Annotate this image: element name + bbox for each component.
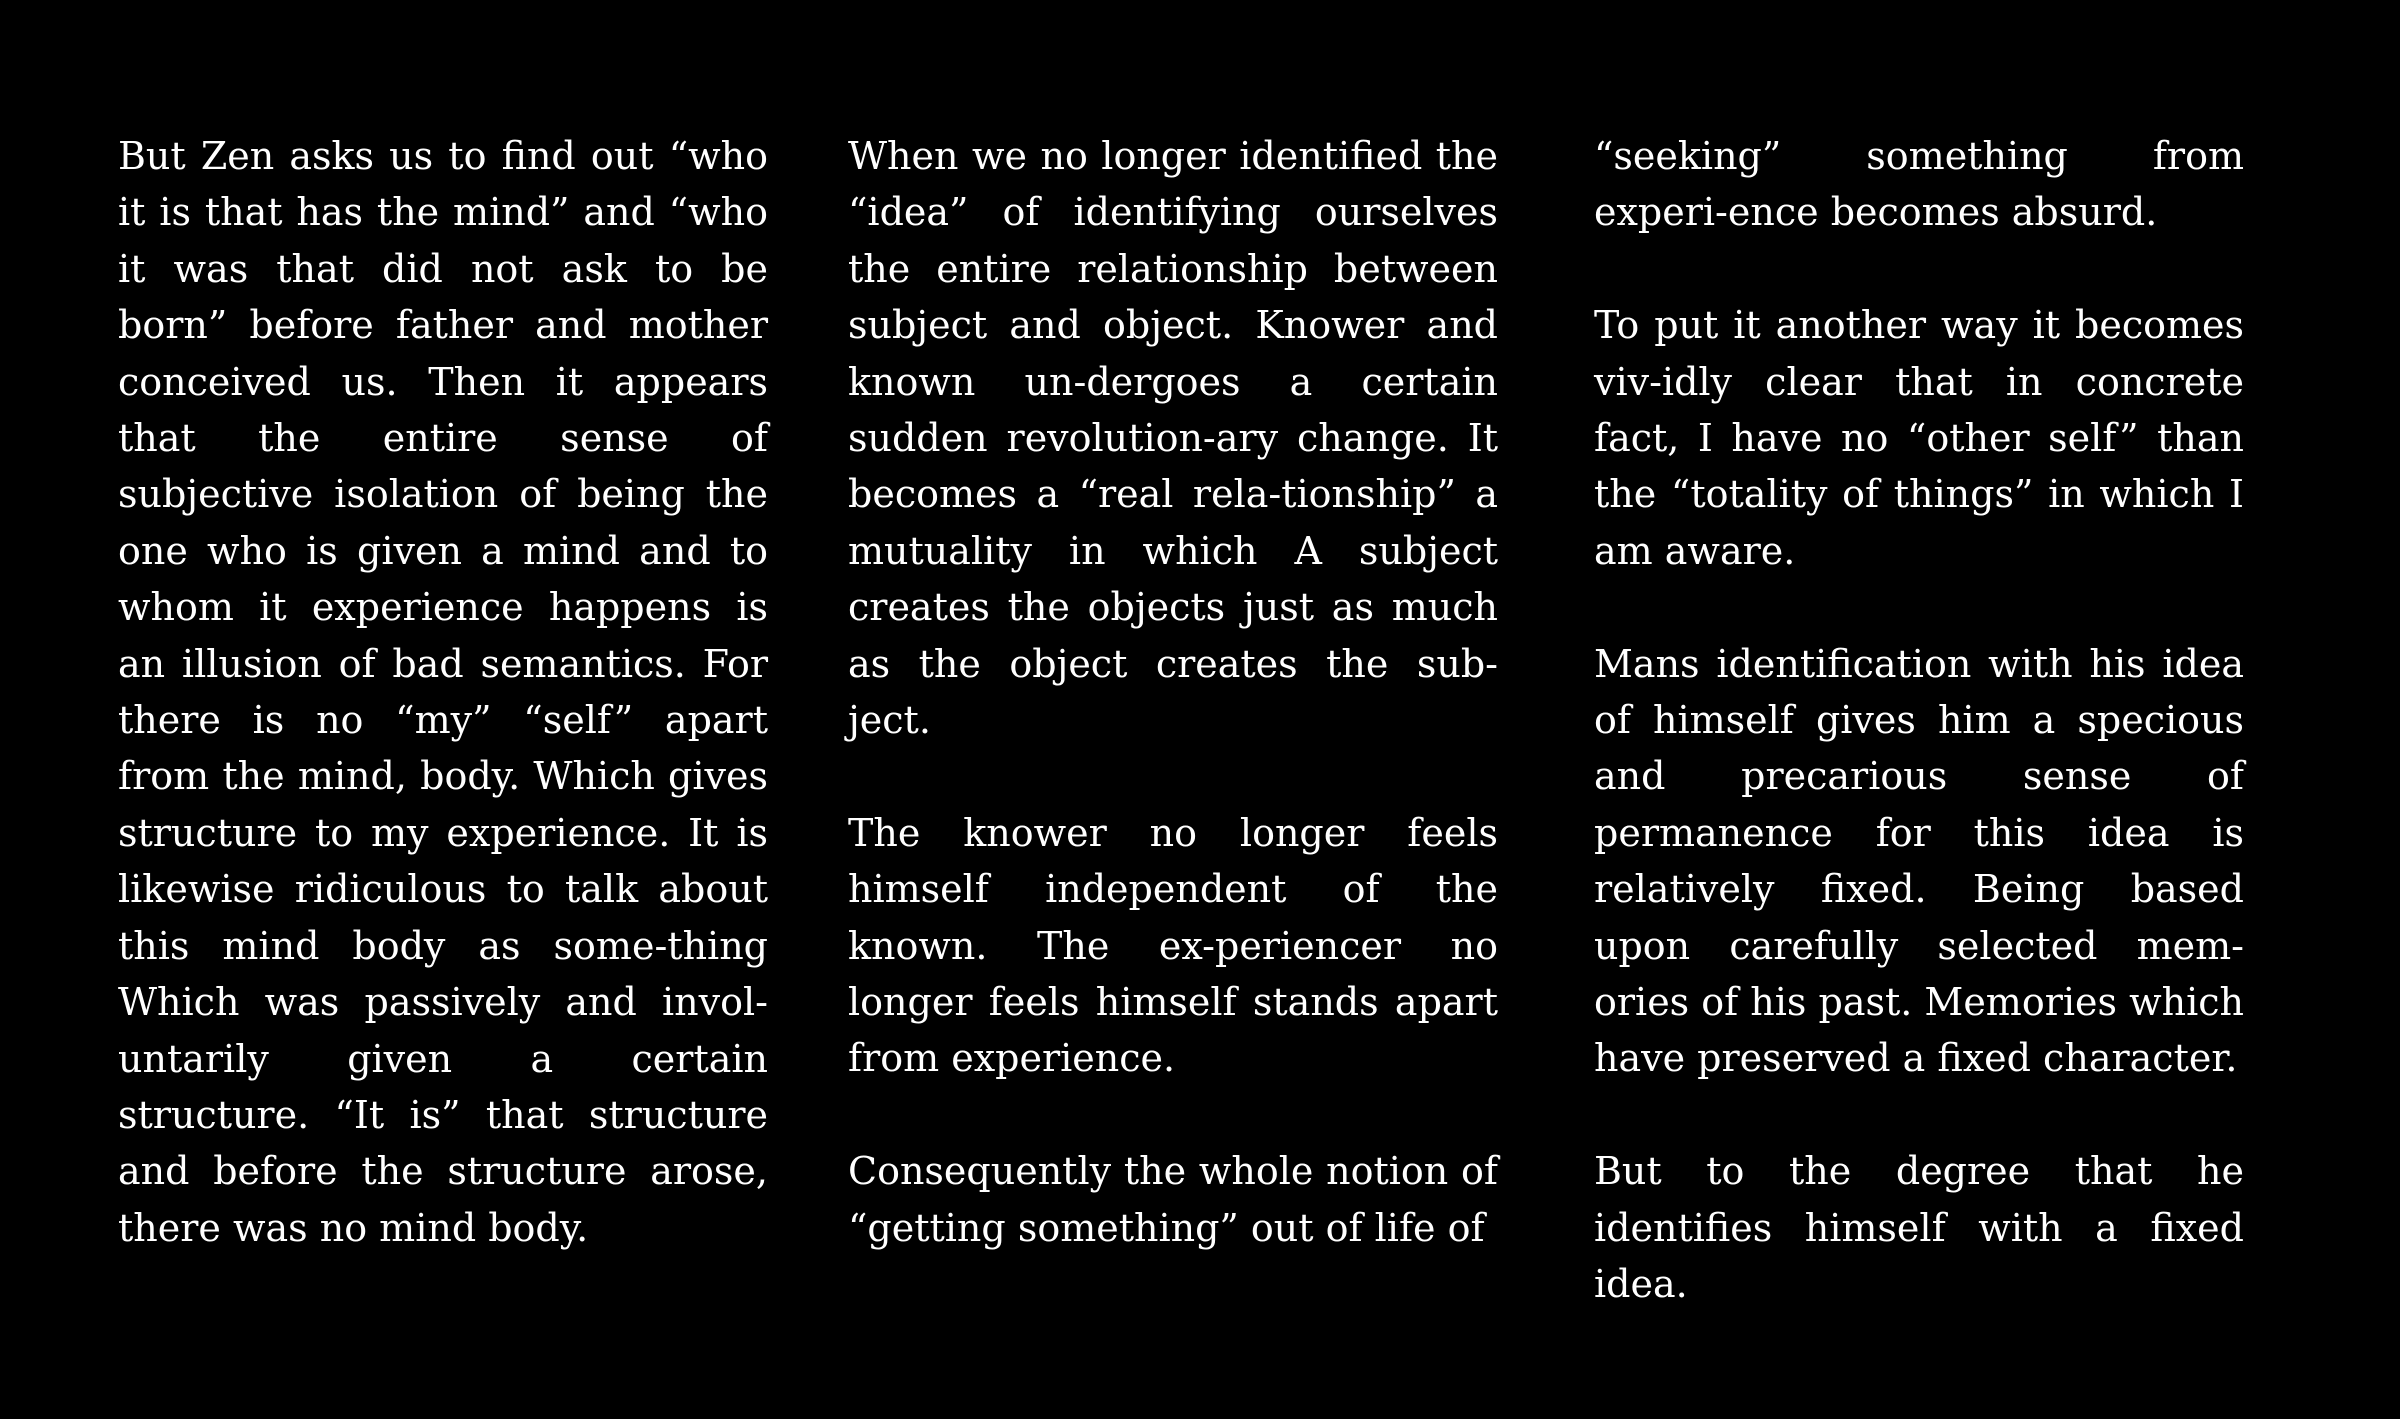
paragraph: To put it another way it becomes viv-idly clear that in concrete fact, I have no “other self” than the “totality of things” in which I am aware.	[1594, 303, 2244, 573]
paragraph: Mans identification with his idea of himself gives him a specious and precarious sense of permanence for this idea is relatively fixed. Being based upon carefully selected mem-ories of his past. Memories which have preserved a fixed character.	[1594, 641, 2245, 1081]
paragraph: The knower no longer feels himself independent of the known. The ex-periencer no longer feels himself stands apart from experience.	[848, 810, 1498, 1081]
paragraph: “seeking” something from experi-ence becomes absurd.	[1594, 134, 2244, 235]
text-column-2	[848, 128, 1498, 1256]
paragraph: Consequently the whole notion of “getting something” out of life of	[848, 1149, 1498, 1250]
text-column-3	[1594, 128, 2244, 1312]
paragraph: But Zen asks us to find out “who it is that has the mind” and “who it was that did not ask to be born” before father and mother conceived us. Then it appears that the entire sense of subjective isolation of being the one who is given a mind and to whom it experience happens is an illusion of bad semantics. For there is no “my” “self” apart from the mind, body. Which gives structure to my experience. It is likewise ridiculous to talk about this mind body as some-thing Which was passively and invol-untarily given a certain structure. “It is” that structure and before the structure arose, there was no mind body.	[118, 134, 768, 1250]
paragraph: When we no longer identified the “idea” of identifying ourselves the entire relationship between subject and object. Knower and known un-dergoes a certain sudden revolution-ary change. It becomes a “real rela-tionship” a mutuality in which A subject creates the objects just as much as the object creates the sub-ject.	[848, 134, 1498, 743]
paragraph: But to the degree that he identifies himself with a fixed idea.	[1594, 1149, 2244, 1307]
text-column-1	[118, 128, 768, 1256]
